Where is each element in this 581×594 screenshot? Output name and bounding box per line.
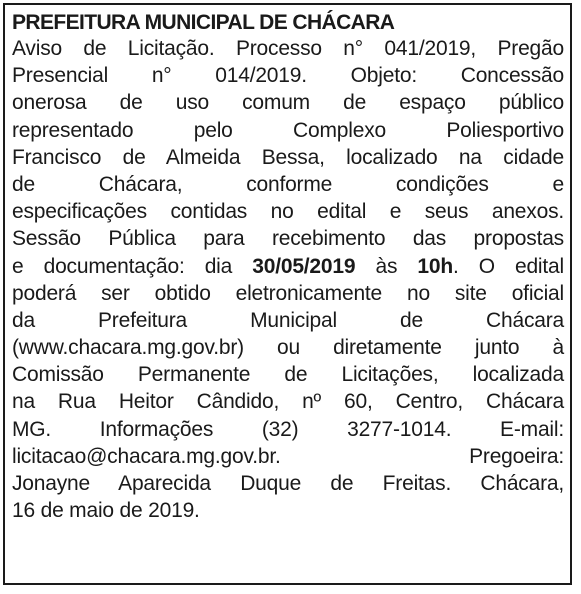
notice-line-1: Aviso de Licitação. Processo n° 041/2019, Pregão	[12, 37, 564, 60]
notice-line-6: de Chácara, conforme condições e	[12, 172, 564, 196]
notice-line-3: onerosa de uso comum de espaço público	[12, 91, 564, 115]
notice-line-9	[12, 253, 564, 280]
session-text-middle: às	[355, 254, 418, 278]
notice-line-7: especificações contidas no edital e seus anexos.	[12, 200, 564, 224]
session-time: 10h	[417, 254, 453, 278]
notice-line-18: 16 de maio de 2019.	[12, 499, 200, 523]
legal-notice-box	[3, 3, 572, 585]
notice-line-5: Francisco de Almeida Bessa, localizado na cidade	[12, 145, 564, 169]
notice-line-10: poderá ser obtido eletronicamente no site oficial	[12, 281, 564, 305]
notice-line-4: representado pelo Complexo Poliesportivo	[12, 118, 564, 142]
notice-title: PREFEITURA MUNICIPAL DE CHÁCARA	[12, 11, 395, 34]
notice-line-16: licitacao@chacara.mg.gov.br. Pregoeira:	[12, 444, 564, 468]
notice-line-8: Sessão Pública para recebimento das propostas	[12, 227, 564, 251]
session-text-suffix: . O edital	[452, 254, 564, 278]
notice-line-14: na Rua Heitor Cândido, nº 60, Centro, Chácara	[12, 390, 564, 414]
notice-line-13: Comissão Permanente de Licitações, localizada	[12, 363, 564, 387]
session-date: 30/05/2019	[252, 254, 356, 278]
session-text-prefix: e documentação: dia	[12, 254, 253, 278]
notice-line-17: Jonayne Aparecida Duque de Freitas. Chácara,	[12, 472, 564, 495]
notice-line-2: Presencial n° 014/2019. Objeto: Concessão	[12, 64, 564, 88]
notice-line-15: MG. Informações (32) 3277-1014. E-mail:	[12, 417, 564, 441]
notice-line-11: da Prefeitura Municipal de Chácara	[12, 308, 564, 332]
notice-line-12: (www.chacara.mg.gov.br) ou diretamente junto à	[12, 336, 564, 360]
